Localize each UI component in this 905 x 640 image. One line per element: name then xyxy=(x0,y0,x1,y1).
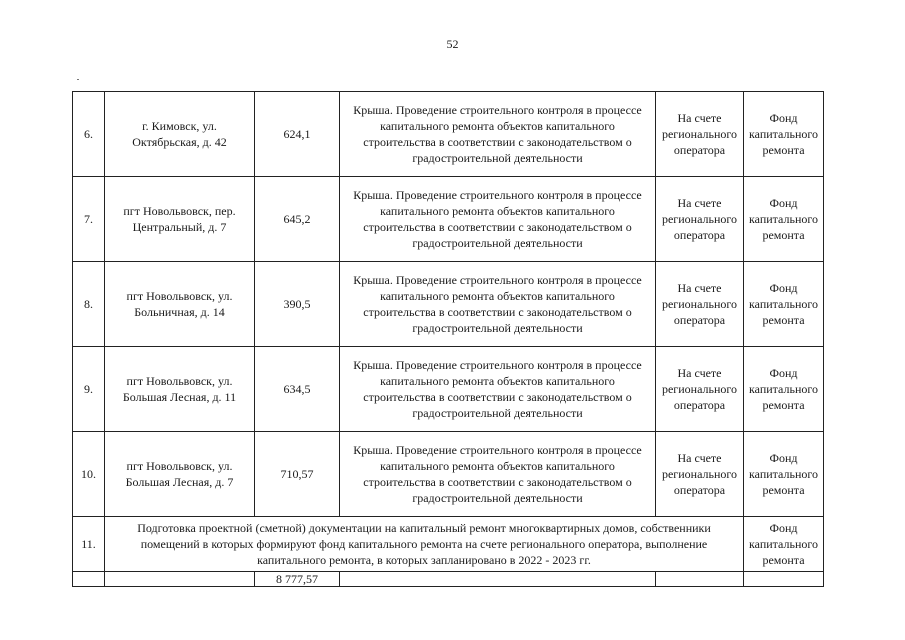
empty-cell xyxy=(73,572,105,587)
address-line: пгт Новольвовск, ул. xyxy=(126,459,233,473)
address-cell xyxy=(105,177,255,262)
empty-cell xyxy=(105,572,255,587)
address-line: пгт Новольвовск, ул. xyxy=(126,289,233,303)
table-row xyxy=(73,347,824,432)
address-cell xyxy=(105,92,255,177)
page-number: 52 xyxy=(446,37,459,51)
work-description-cell: Крыша. Проведение строительного контроля в процессе капитального ремонта объектов капитального строительства в соответствии с законодательством о градостроительной деятельности xyxy=(340,432,656,517)
address-cell xyxy=(105,262,255,347)
work-description-cell: Крыша. Проведение строительного контроля в процессе капитального ремонта объектов капитального строительства в соответствии с законодательством о градостроительной деятельности xyxy=(340,347,656,432)
row-number: 9. xyxy=(73,347,105,432)
address-line: пгт Новольвовск, ул. xyxy=(126,374,233,388)
work-description-cell: Крыша. Проведение строительного контроля в процессе капитального ремонта объектов капитального строительства в соответствии с законодательством о градостроительной деятельности xyxy=(340,92,656,177)
address-line: пгт Новольвовск, пер. xyxy=(123,204,236,218)
address-line: г. Кимовск, ул. xyxy=(142,119,217,133)
summary-row xyxy=(73,517,824,572)
area-cell: 390,5 xyxy=(255,262,340,347)
account-cell: На счете регионального оператора xyxy=(656,432,744,517)
account-cell: На счете регионального оператора xyxy=(656,262,744,347)
work-description-cell: Крыша. Проведение строительного контроля в процессе капитального ремонта объектов капитального строительства в соответствии с законодательством о градостроительной деятельности xyxy=(340,262,656,347)
table-row xyxy=(73,92,824,177)
row-number: 11. xyxy=(73,517,105,572)
account-cell: На счете регионального оператора xyxy=(656,347,744,432)
address-line: Октябрьская, д. 42 xyxy=(132,135,227,149)
address-line: Больничная, д. 14 xyxy=(134,305,225,319)
funding-source-cell: Фонд капитального ремонта xyxy=(744,262,824,347)
account-cell: На счете регионального оператора xyxy=(656,92,744,177)
funding-source-cell: Фонд капитального ремонта xyxy=(744,347,824,432)
row-number: 6. xyxy=(73,92,105,177)
total-area-cell: 8 777,57 xyxy=(255,572,340,587)
table-row xyxy=(73,177,824,262)
row-number: 8. xyxy=(73,262,105,347)
funding-source-cell: Фонд капитального ремонта xyxy=(744,432,824,517)
table-row xyxy=(73,262,824,347)
area-cell: 634,5 xyxy=(255,347,340,432)
total-row xyxy=(73,572,824,587)
address-line: Большая Лесная, д. 7 xyxy=(125,475,234,489)
address-cell xyxy=(105,432,255,517)
address-cell xyxy=(105,347,255,432)
summary-description-cell: Подготовка проектной (сметной) документации на капитальный ремонт многоквартирных домов, собственники помещений в которых формируют фонд капитального ремонта на счете регионального оператора, выполнение капитального ремонта, в которых запланировано в 2022 - 2023 гг. xyxy=(105,517,744,572)
empty-cell xyxy=(656,572,744,587)
funding-source-cell: Фонд капитального ремонта xyxy=(744,517,824,572)
funding-source-cell: Фонд капитального ремонта xyxy=(744,92,824,177)
area-cell: 645,2 xyxy=(255,177,340,262)
address-line: Большая Лесная, д. 11 xyxy=(122,390,237,404)
table-row xyxy=(73,432,824,517)
row-number: 7. xyxy=(73,177,105,262)
work-description-cell: Крыша. Проведение строительного контроля в процессе капитального ремонта объектов капитального строительства в соответствии с законодательством о градостроительной деятельности xyxy=(340,177,656,262)
row-number: 10. xyxy=(73,432,105,517)
address-line: Центральный, д. 7 xyxy=(132,220,227,234)
area-cell: 624,1 xyxy=(255,92,340,177)
area-cell: 710,57 xyxy=(255,432,340,517)
account-cell: На счете регионального оператора xyxy=(656,177,744,262)
repair-works-table xyxy=(72,91,824,587)
funding-source-cell: Фонд капитального ремонта xyxy=(744,177,824,262)
scan-artifact xyxy=(77,79,79,80)
empty-cell xyxy=(744,572,824,587)
empty-cell xyxy=(340,572,656,587)
